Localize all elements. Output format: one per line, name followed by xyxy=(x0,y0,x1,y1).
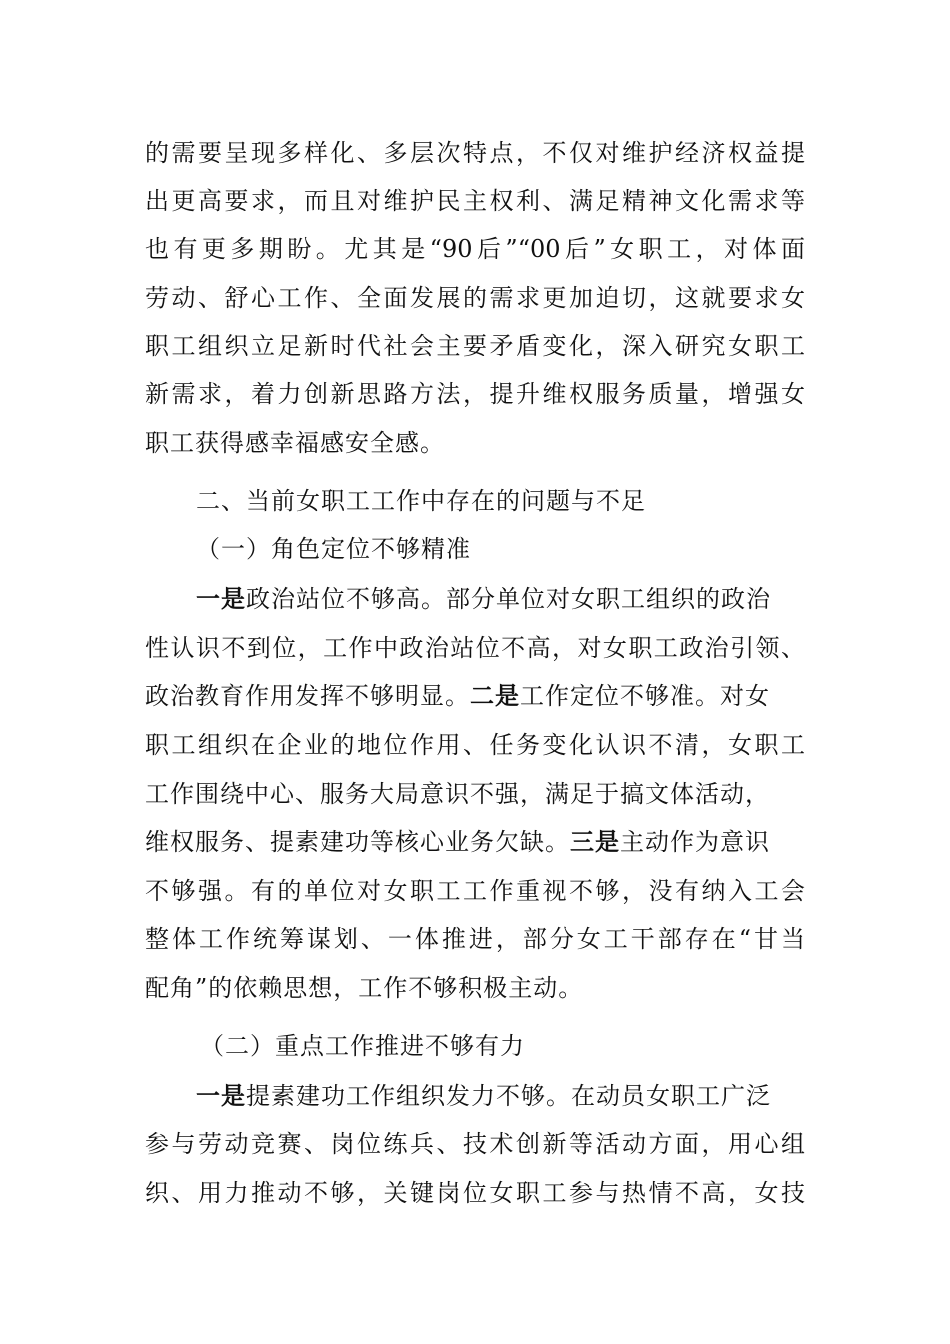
bold-lead: 一是 xyxy=(196,1082,246,1110)
paragraph-line: 也有更多期盼。尤其是“90后”“00后”女职工，对体面 xyxy=(145,235,805,263)
paragraph-line: 劳动、舒心工作、全面发展的需求更加迫切，这就要求女 xyxy=(145,284,805,312)
paragraph-line: 维权服务、提素建功等核心业务欠缺。三是主动作为意识 xyxy=(145,828,770,856)
paragraph-line: 一是政治站位不够高。部分单位对女职工组织的政治 xyxy=(196,585,771,613)
bold-lead: 三是 xyxy=(570,828,620,856)
bold-lead: 二是 xyxy=(470,682,520,710)
subsection-heading: （一）角色定位不够精准 xyxy=(196,535,471,563)
paragraph-line: 织、用力推动不够，关键岗位女职工参与热情不高，女技 xyxy=(145,1179,805,1207)
paragraph-line: 不够强。有的单位对女职工工作重视不够，没有纳入工会 xyxy=(145,877,805,905)
paragraph-line: 性认识不到位，工作中政治站位不高，对女职工政治引领、 xyxy=(145,634,805,662)
paragraph-line: 一是提素建功工作组织发力不够。在动员女职工广泛 xyxy=(196,1082,771,1110)
paragraph-line: 新需求，着力创新思路方法，提升维权服务质量，增强女 xyxy=(145,380,805,408)
paragraph-line: 整体工作统筹谋划、一体推进，部分女工干部存在“甘当 xyxy=(145,925,805,953)
paragraph-line: 职工组织立足新时代社会主要矛盾变化，深入研究女职工 xyxy=(145,332,805,360)
paragraph-line: 参与劳动竞赛、岗位练兵、技术创新等活动方面，用心组 xyxy=(145,1130,805,1158)
bold-lead: 一是 xyxy=(196,585,246,613)
paragraph-line: 配角”的依赖思想，工作不够积极主动。 xyxy=(145,974,584,1002)
paragraph-line: 政治教育作用发挥不够明显。二是工作定位不够准。对女 xyxy=(145,682,770,710)
paragraph-line: 工作围绕中心、服务大局意识不强，满足于搞文体活动， xyxy=(145,780,770,808)
paragraph-line: 职工组织在企业的地位作用、任务变化认识不清，女职工 xyxy=(145,731,805,759)
paragraph-line: 的需要呈现多样化、多层次特点，不仅对维护经济权益提 xyxy=(145,139,805,167)
paragraph-line: 职工获得感幸福感安全感。 xyxy=(145,429,445,457)
paragraph-line: 出更高要求，而且对维护民主权利、满足精神文化需求等 xyxy=(145,187,805,215)
section-heading: 二、当前女职工工作中存在的问题与不足 xyxy=(196,487,646,515)
subsection-heading: （二）重点工作推进不够有力 xyxy=(200,1032,525,1060)
